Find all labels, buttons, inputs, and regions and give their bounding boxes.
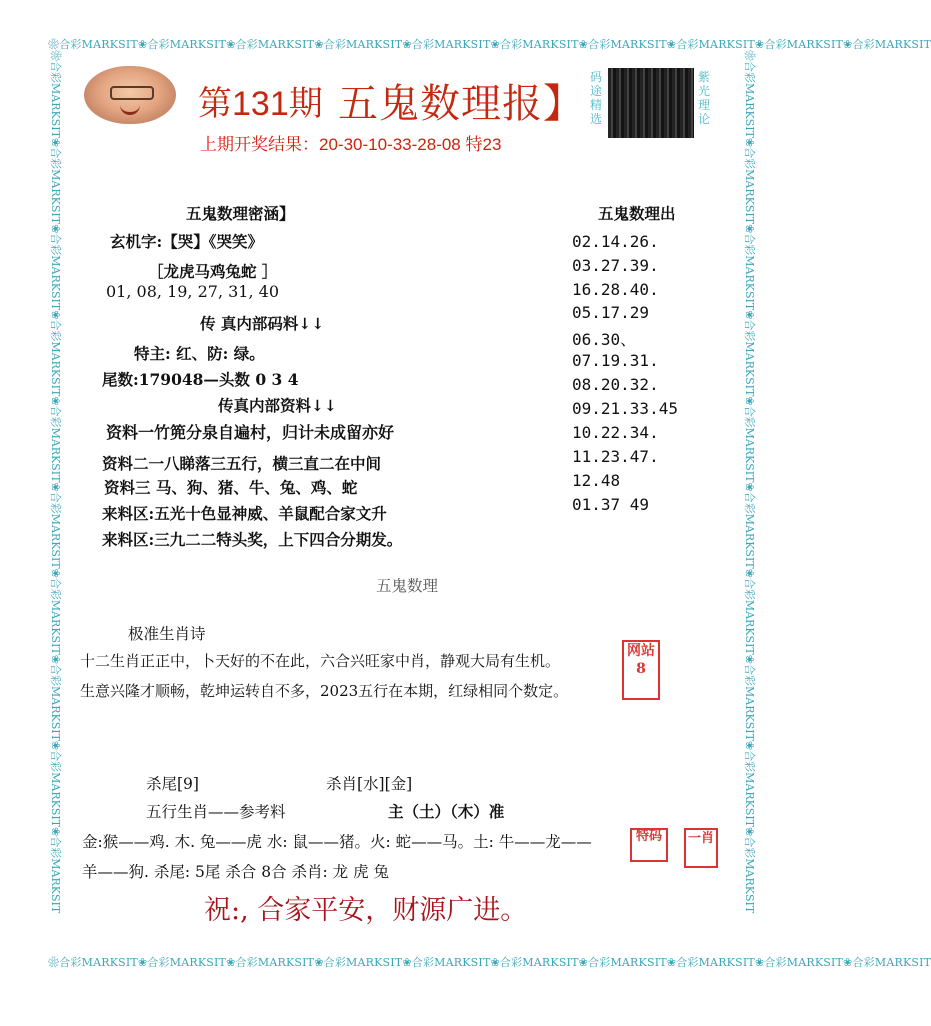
poem-line-1: 十二生肖正正中，卜天好的不在此，六合兴旺家中肖，静观大局有生机。 [80,652,561,670]
number-list: 01, 08, 19, 27, 31, 40 [106,282,280,301]
section-subtitle: 五鬼数理 [376,577,439,595]
material-item-2: 资料二一八睇落三五行，横三直二在中间 [102,454,382,473]
right-vertical-label: 紫光理论 [697,70,710,126]
material-item-1: 资料一竹篼分泉自遍村，归计未成留亦好 [106,423,395,442]
blessing-message: 祝:, 合家平安，财源广进。 [204,895,528,926]
five-elements-label: 五行生肖——参考料 [146,803,286,821]
fax-material-heading: 传真内部资料↓↓ [218,396,337,415]
kill-tail: 杀尾[9] [146,775,199,793]
stamp-subtext: 8 [636,661,646,677]
right-border [742,50,756,960]
right-border-text: ❀合彩MARKSIT❀合彩MARKSIT❀合彩MARKSIT❀合彩MARKSIT❀合彩MARKSIT❀合彩MARKSIT❀合彩MARKSIT❀合彩MARKSIT❀合彩MARKSIT❀合彩MARKSIT [743,50,756,914]
issue-number: 第131期 [198,85,323,123]
qr-code-image [608,68,694,138]
mystery-word: 玄机字:【哭】《哭笑》 [110,232,263,251]
material-item-5: 来料区:三九二二特头奖，上下四合分期发。 [102,530,403,549]
left-border [48,50,62,960]
red-stamp-2: 特码 [630,828,668,862]
last-draw-result: 上期开奖结果：20-30-10-33-28-08 特23 [200,135,502,154]
number-row-3: 16.28.40. [572,280,659,299]
elements-line-2: 羊——狗. 杀尾: 5尾 杀合 8合 杀肖: 龙 虎 兔 [82,863,390,881]
material-item-4: 来料区:五光十色显神威、羊鼠配合家文升 [102,504,387,523]
left-heading: 五鬼数理密涵】 [186,204,295,223]
left-border-text: ❀合彩MARKSIT❀合彩MARKSIT❀合彩MARKSIT❀合彩MARKSIT❀合彩MARKSIT❀合彩MARKSIT❀合彩MARKSIT❀合彩MARKSIT❀合彩MARKSIT❀合彩MARKSIT [49,50,62,914]
poem-line-2: 生意兴隆才顺畅，乾坤运转自不多，2023五行在本期，红绿相同个数定。 [80,682,569,700]
glasses-icon [110,86,154,100]
number-row-7: 08.20.32. [572,375,659,394]
material-item-3: 资料三 马、狗、猪、牛、兔、鸡、蛇 [104,478,358,497]
number-row-5: 06.30、 [572,330,637,349]
fax-code-heading: 传 真内部码料↓↓ [200,314,325,333]
number-row-10: 11.23.47. [572,447,659,466]
avatar-photo [84,66,176,124]
top-border: ❀合彩MARKSIT❀合彩MARKSIT❀合彩MARKSIT❀合彩MARKSIT❀合彩MARKSIT❀合彩MARKSIT❀合彩MARKSIT❀合彩MARKSIT❀合彩MARKSIT❀合彩MARKSIT [48,38,931,51]
right-heading: 五鬼数理出 [598,204,676,223]
poem-title: 极准生肖诗 [128,625,206,643]
left-vertical-label: 码途精选 [589,70,602,126]
number-row-9: 10.22.34. [572,423,659,442]
kill-zodiac: 杀肖[水][金] [326,775,413,793]
special-color: 特主: 红、防: 绿。 [134,344,265,363]
smile-icon [120,104,140,115]
red-stamp-3: 一肖 [684,828,718,868]
red-seal-stamp [622,640,660,700]
number-row-6: 07.19.31. [572,351,659,370]
number-row-12: 01.37 49 [572,495,650,514]
number-row-2: 03.27.39. [572,256,659,275]
elements-line-1: 金:猴——鸡. 木. 兔——虎 水: 鼠——猪。火: 蛇——马。土: 牛——龙—— [82,833,592,851]
zodiac-list: ［龙虎马鸡兔蛇 ］ [148,262,278,281]
paper-title: 五鬼数理报】 [338,81,584,127]
stamp-text: 网站 [627,643,655,659]
number-row-4: 05.17.29 [572,303,650,322]
number-row-8: 09.21.33.45 [572,399,678,418]
number-row-1: 02.14.26. [572,232,659,251]
tail-head-numbers: 尾数:179048—头数 0 3 4 [102,370,299,389]
number-row-11: 12.48 [572,471,621,490]
bottom-border: ❀合彩MARKSIT❀合彩MARKSIT❀合彩MARKSIT❀合彩MARKSIT❀合彩MARKSIT❀合彩MARKSIT❀合彩MARKSIT❀合彩MARKSIT❀合彩MARKSIT❀合彩MARKSIT [48,956,931,969]
main-element: 主（土）（木）准 [388,802,505,821]
